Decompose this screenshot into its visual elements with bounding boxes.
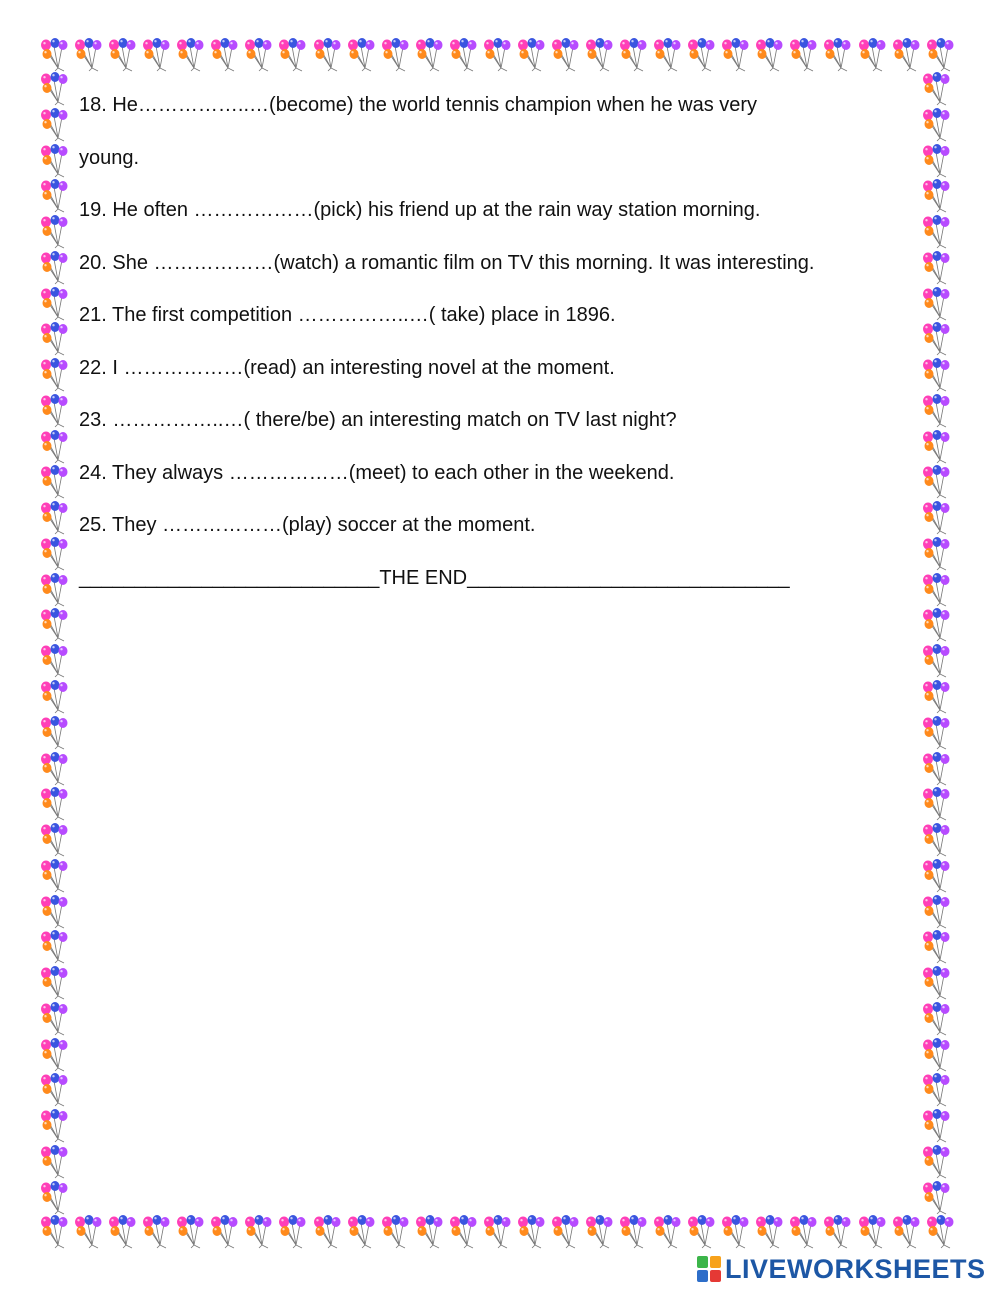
balloon-bunch-icon (920, 72, 954, 106)
balloon-bunch-icon (379, 38, 413, 72)
balloon-bunch-icon (38, 644, 72, 678)
balloon-bunch-icon (447, 1215, 481, 1249)
balloon-bunch-icon (920, 644, 954, 678)
balloon-bunch-icon (72, 1215, 106, 1249)
balloon-bunch-icon (38, 394, 72, 428)
balloon-bunch-icon (856, 38, 890, 72)
balloon-bunch-icon (753, 1215, 787, 1249)
balloon-bunch-icon (515, 1215, 549, 1249)
balloon-bunch-icon (38, 501, 72, 535)
balloon-bunch-icon (685, 1215, 719, 1249)
balloon-bunch-icon (38, 1109, 72, 1143)
balloon-bunch-icon (38, 358, 72, 392)
balloon-bunch-icon (920, 1002, 954, 1036)
balloon-bunch-icon (38, 144, 72, 178)
balloon-bunch-icon (920, 787, 954, 821)
balloon-bunch-icon (242, 1215, 276, 1249)
balloon-bunch-icon (38, 1073, 72, 1107)
question-23: 23. ……………..…( there/be) an interesting match on TV last night? (79, 409, 677, 431)
balloon-bunch-icon (920, 537, 954, 571)
balloon-border-bottom (38, 1215, 958, 1251)
question-24: 24. They always ………………(meet) to each other in the weekend. (79, 461, 675, 484)
balloon-bunch-icon (920, 394, 954, 428)
balloon-bunch-icon (447, 38, 481, 72)
balloon-bunch-icon (38, 787, 72, 821)
balloon-bunch-icon (481, 1215, 515, 1249)
balloon-bunch-icon (38, 752, 72, 786)
balloon-bunch-icon (920, 680, 954, 714)
balloon-bunch-icon (140, 38, 174, 72)
balloon-bunch-icon (242, 38, 276, 72)
balloon-bunch-icon (920, 966, 954, 1000)
balloon-bunch-icon (549, 38, 583, 72)
balloon-border-right (920, 72, 956, 1215)
balloon-bunch-icon (38, 608, 72, 642)
balloon-bunch-icon (38, 680, 72, 714)
balloon-bunch-icon (413, 1215, 447, 1249)
balloon-bunch-icon (920, 1145, 954, 1179)
balloon-bunch-icon (38, 1145, 72, 1179)
balloon-bunch-icon (276, 38, 310, 72)
balloon-bunch-icon (651, 1215, 685, 1249)
balloon-bunch-icon (38, 573, 72, 607)
question-22: 22. I ………………(read) an interesting novel at the moment. (79, 356, 615, 379)
balloon-bunch-icon (920, 608, 954, 642)
balloon-bunch-icon (821, 1215, 855, 1249)
balloon-bunch-icon (38, 179, 72, 213)
balloon-bunch-icon (920, 108, 954, 142)
balloon-bunch-icon (38, 72, 72, 106)
balloon-border-left (38, 72, 74, 1215)
balloon-bunch-icon (787, 38, 821, 72)
balloon-bunch-icon (38, 823, 72, 857)
balloon-bunch-icon (920, 465, 954, 499)
balloon-bunch-icon (72, 38, 106, 72)
balloon-bunch-icon (481, 38, 515, 72)
balloon-bunch-icon (38, 287, 72, 321)
balloon-bunch-icon (38, 859, 72, 893)
balloon-bunch-icon (208, 1215, 242, 1249)
balloon-bunch-icon (38, 895, 72, 929)
balloon-bunch-icon (920, 287, 954, 321)
balloon-bunch-icon (685, 38, 719, 72)
balloon-bunch-icon (345, 38, 379, 72)
question-18-line-1: 18. He……………..…(become) the world tennis champion when he was very (79, 94, 758, 116)
balloon-bunch-icon (856, 1215, 890, 1249)
the-end-line: ___________________________THE END_____________________________ (79, 566, 790, 589)
balloon-bunch-icon (920, 215, 954, 249)
balloon-border-top (38, 38, 958, 74)
balloon-bunch-icon (140, 1215, 174, 1249)
balloon-bunch-icon (38, 322, 72, 356)
balloon-bunch-icon (753, 38, 787, 72)
question-19: 19. He often ………………(pick) his friend up at the rain way station morning. (79, 199, 761, 221)
balloon-bunch-icon (920, 144, 954, 178)
liveworksheets-brand[interactable] (697, 1253, 986, 1285)
balloon-bunch-icon (38, 465, 72, 499)
balloon-bunch-icon (719, 38, 753, 72)
balloon-bunch-icon (920, 1073, 954, 1107)
balloon-bunch-icon (821, 38, 855, 72)
balloon-bunch-icon (920, 251, 954, 285)
balloon-bunch-icon (38, 251, 72, 285)
balloon-bunch-icon (208, 38, 242, 72)
balloon-bunch-icon (920, 716, 954, 750)
balloon-bunch-icon (413, 38, 447, 72)
question-25: 25. They ………………(play) soccer at the moment. (79, 514, 536, 536)
balloon-bunch-icon (583, 1215, 617, 1249)
balloon-bunch-icon (651, 38, 685, 72)
balloon-bunch-icon (719, 1215, 753, 1249)
balloon-bunch-icon (106, 38, 140, 72)
worksheet-content (79, 88, 924, 613)
balloon-bunch-icon (787, 1215, 821, 1249)
question-18-line-2: young. (79, 146, 140, 169)
balloon-bunch-icon (345, 1215, 379, 1249)
balloon-bunch-icon (583, 38, 617, 72)
balloon-bunch-icon (920, 501, 954, 535)
balloon-bunch-icon (38, 430, 72, 464)
balloon-bunch-icon (311, 1215, 345, 1249)
balloon-bunch-icon (38, 716, 72, 750)
balloon-bunch-icon (276, 1215, 310, 1249)
balloon-bunch-icon (38, 930, 72, 964)
balloon-bunch-icon (924, 1215, 958, 1249)
balloon-bunch-icon (549, 1215, 583, 1249)
balloon-bunch-icon (38, 38, 72, 72)
balloon-bunch-icon (920, 358, 954, 392)
balloon-bunch-icon (920, 859, 954, 893)
balloon-bunch-icon (38, 1002, 72, 1036)
balloon-bunch-icon (617, 1215, 651, 1249)
balloon-bunch-icon (38, 966, 72, 1000)
balloon-bunch-icon (920, 179, 954, 213)
balloon-bunch-icon (38, 1181, 72, 1215)
balloon-bunch-icon (920, 823, 954, 857)
balloon-bunch-icon (920, 573, 954, 607)
balloon-bunch-icon (38, 1038, 72, 1072)
balloon-bunch-icon (920, 1038, 954, 1072)
balloon-bunch-icon (924, 38, 958, 72)
balloon-bunch-icon (920, 1181, 954, 1215)
liveworksheets-logo-icon (697, 1256, 721, 1282)
balloon-bunch-icon (920, 895, 954, 929)
balloon-bunch-icon (515, 38, 549, 72)
balloon-bunch-icon (38, 108, 72, 142)
balloon-bunch-icon (890, 1215, 924, 1249)
question-21: 21. The first competition ……………..…( take) place in 1896. (79, 304, 616, 326)
balloon-bunch-icon (38, 215, 72, 249)
balloon-bunch-icon (920, 1109, 954, 1143)
balloon-bunch-icon (920, 930, 954, 964)
balloon-bunch-icon (920, 322, 954, 356)
balloon-bunch-icon (617, 38, 651, 72)
balloon-bunch-icon (174, 1215, 208, 1249)
balloon-bunch-icon (311, 38, 345, 72)
balloon-bunch-icon (174, 38, 208, 72)
balloon-bunch-icon (38, 1215, 72, 1249)
balloon-bunch-icon (379, 1215, 413, 1249)
balloon-bunch-icon (106, 1215, 140, 1249)
balloon-bunch-icon (920, 430, 954, 464)
balloon-bunch-icon (920, 752, 954, 786)
brand-name: LIVEWORKSHEETS (725, 1253, 986, 1284)
balloon-bunch-icon (38, 537, 72, 571)
question-20: 20. She ………………(watch) a romantic film on TV this morning. It was interesting. (79, 251, 815, 274)
balloon-bunch-icon (890, 38, 924, 72)
